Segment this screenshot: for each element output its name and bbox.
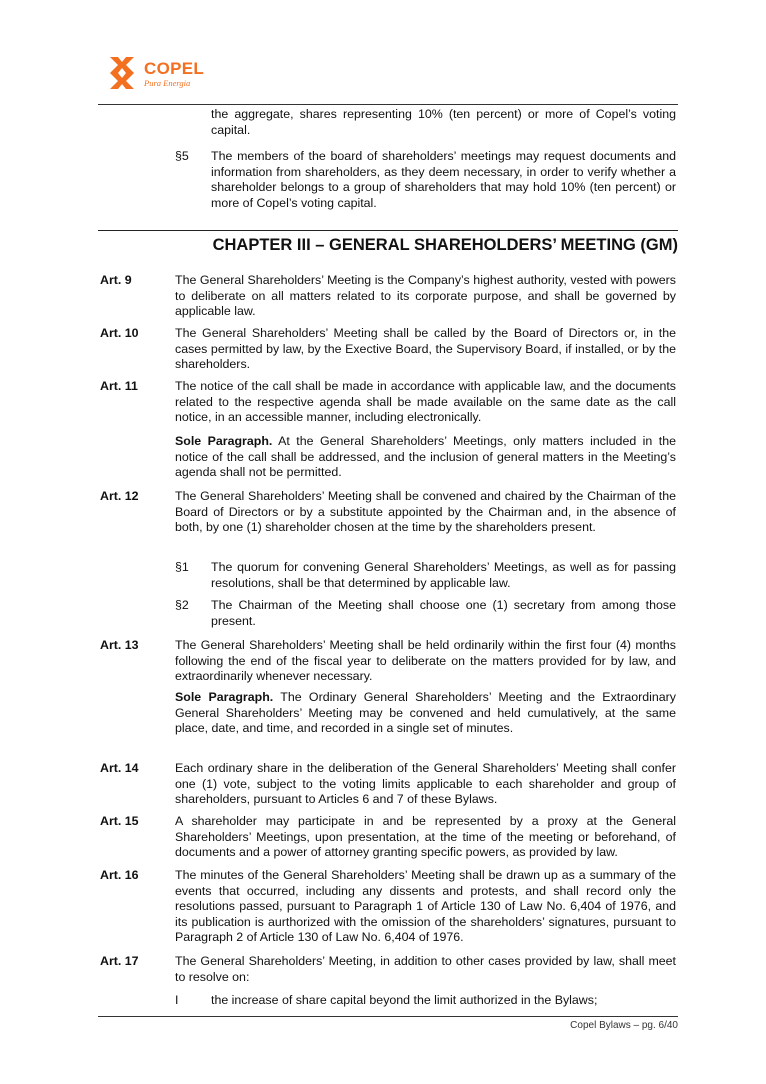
footer-divider [98, 1016, 678, 1017]
article-13-label: Art. 13 [100, 638, 139, 652]
article-12-p1-text: The quorum for convening General Shareholders’ Meetings, as well as for passing resolutions, shall be that determined by applicable law. [211, 560, 676, 590]
article-17-label: Art. 17 [100, 954, 139, 968]
paragraph-5-label: §5 [175, 149, 189, 163]
article-12-text: The General Shareholders’ Meeting shall be convened and chaired by the Chairman of the Board of Directors or by a substitute appointed by the Chairman and, in the absence of both, by one (1) shareholder chosen at the time by the shareholders present. [175, 489, 676, 535]
article-17-item-i-text: the increase of share capital beyond the limit authorized in the Bylaws; [211, 993, 598, 1007]
article-13-text: The General Shareholders’ Meeting shall be held ordinarily within the first four (4) months following the end of the fiscal year to deliberate on the matters provided for by law, and extraordinarily whenever necessary. [175, 638, 676, 684]
copel-logo-icon [108, 56, 140, 90]
paragraph-5-text: The members of the board of shareholders’ meetings may request documents and information from shareholders, as they deem necessary, in order to verify whether a shareholder belongs to a group of shareholders that may hold 10% (ten percent) or more of Copel’s voting capital. [211, 149, 676, 210]
article-12-label: Art. 12 [100, 489, 139, 503]
article-17-item-i-label: I [175, 993, 179, 1007]
chapter-title: CHAPTER III – GENERAL SHAREHOLDERS’ MEETING (GM) [212, 236, 678, 254]
logo-tagline: Pura Energia [144, 78, 191, 88]
article-15-text: A shareholder may participate in and be represented by a proxy at the General Shareholders’ Meetings, upon presentation, at the time of the meeting or beforehand, of documents and a power of attorney granting specific powers, as provided by law. [175, 814, 676, 860]
article-11-sole-paragraph [175, 434, 676, 481]
article-11-text: The notice of the call shall be made in accordance with applicable law, and the documents related to the respective agenda shall be made available on the same date as the call notice, in an accessible manner, including electronically. [175, 379, 676, 425]
sole-paragraph-label: Sole Paragraph. [175, 690, 274, 704]
article-14-text: Each ordinary share in the deliberation of the General Shareholders’ Meeting shall confer one (1) vote, subject to the voting limits applicable to each shareholder and group of shareholders, pursuant to Articles 6 and 7 of these Bylaws. [175, 761, 676, 807]
article-17-text: The General Shareholders’ Meeting, in addition to other cases provided by law, shall meet to resolve on: [175, 954, 676, 984]
article-16-label: Art. 16 [100, 868, 139, 882]
article-9-label: Art. 9 [100, 273, 132, 287]
article-12-p1-label: §1 [175, 560, 189, 574]
chapter-divider [98, 230, 678, 231]
article-13-sole-paragraph [175, 690, 676, 737]
sole-paragraph-label: Sole Paragraph. [175, 434, 273, 448]
article-11-label: Art. 11 [100, 379, 138, 393]
sole-paragraph-text: At the General Shareholders’ Meetings, only matters included in the notice of the call shall be addressed, and the inclusion of general matters in the Meeting’s agenda shall not be permitted. [175, 434, 677, 480]
sole-paragraph-text: The Ordinary General Shareholders’ Meeting and the Extraordinary General Shareholders’ Meeting may be convened and held cumulatively, at the same place, date, and time, and recorded in a single set of minutes. [175, 690, 676, 736]
page-footer: Copel Bylaws – pg. 6/40 [570, 1020, 678, 1031]
article-9-text: The General Shareholders’ Meeting is the Company’s highest authority, vested with powers to deliberate on all matters related to its corporate purpose, and shall be governed by applicable law. [175, 273, 676, 319]
article-12-p2-text: The Chairman of the Meeting shall choose one (1) secretary from among those present. [211, 598, 676, 628]
logo-wordmark: COPEL [144, 59, 205, 78]
copel-logo [108, 54, 238, 94]
article-12-p2-label: §2 [175, 598, 189, 612]
article-16-text: The minutes of the General Shareholders’ Meeting shall be drawn up as a summary of the events that occurred, including any dissents and protests, and shall record only the resolutions passed, pursuant to Paragraph 1 of Article 130 of Law No. 6,404 of 1976, and its publication is aurthorized with the omission of the shareholders’ signatures, pursuant to Paragraph 2 of Article 130 of Law No. 6,404 of 1976. [175, 868, 676, 945]
header-divider [98, 104, 678, 105]
article-14-label: Art. 14 [100, 761, 139, 775]
continuation-text: the aggregate, shares representing 10% (ten percent) or more of Copel’s voting capital. [211, 107, 676, 137]
article-15-label: Art. 15 [100, 814, 139, 828]
article-10-text: The General Shareholders’ Meeting shall be called by the Board of Directors or, in the cases permitted by law, by the Exective Board, the Supervisory Board, if installed, or by the shareholders. [175, 326, 676, 372]
article-10-label: Art. 10 [100, 326, 139, 340]
